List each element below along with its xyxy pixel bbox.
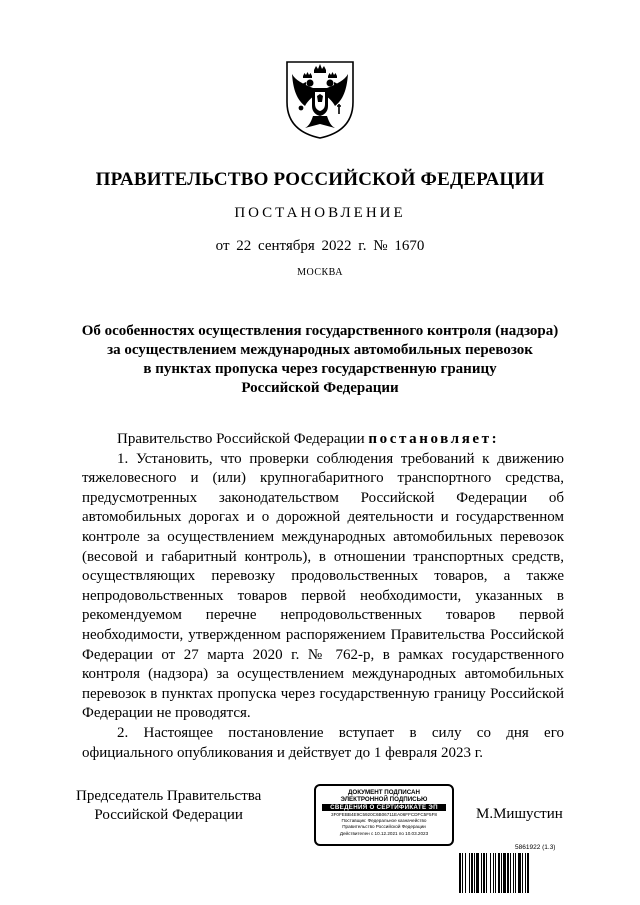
title-line: в пунктах пропуска через государственную границу [143,361,497,377]
signer-position-line: Председатель Правительства [76,788,262,804]
intro-paragraph [82,430,564,450]
signer-position [76,787,261,825]
barcode-number: 5861922 (1.3) [515,844,556,851]
title-line: Об особенностях осуществления государственного контроля (надзора) [81,323,559,339]
title-line: Российской Федерации [241,380,399,396]
document-body [82,430,564,763]
date-and-number: от 22 сентября 2022 г. № 1670 [215,238,425,254]
stamp-owner: Правительство Российской Федерации [342,824,426,830]
document-title [60,322,580,398]
stamp-certificate-header: СВЕДЕНИЯ О СЕРТИФИКАТЕ ЭП [322,804,446,811]
signer-position-line: Российской Федерации [94,807,243,823]
stamp-validity: Действителен с 10.12.2021 по 10.03.2023 [339,830,429,836]
signer-name: М.Мишустин [476,806,563,822]
stamp-line: ЭЛЕКТРОННОЙ ПОДПИСЬЮ [340,796,428,803]
title-line: за осуществлением международных автомобильных перевозок [107,342,533,358]
paragraph-2: 2. Настоящее постановление вступает в силу со дня его официального опубликования и действует до 1 февраля 2023 г. [82,724,564,761]
stamp-serial: 3F0FEBB4E9C5920C6B06711EA06FFCDFC5F5F8 [331,812,437,817]
electronic-signature-stamp [314,784,454,846]
city-name: МОСКВА [297,267,343,278]
paragraph-1: 1. Установить, что проверки соблюдения требований к движению тяжеловесного и (или) крупногабаритного транспортного средства, предусмотренных законодательством Российской Федерации об автомобильных дорогах и о дорожной деятельности и государственном контроле за осуществлением международных автомобильных перевозок (весовой и габаритный контроль), в отношении транспортных средств, осуществляющих перевозку продовольственных товаров, а также непродовольственных товаров первой необходимости, указанных в рекомендуемом перечне непродовольственных товаров первой необходимости, утвержденном распоряжением Правительства Российской Федерации от 27 марта 2020 г. № 762-р, в рамках государственного контроля (надзора) за осуществлением международных автомобильных перевозок в пунктах пропуска через государственную границу Российской Федерации не проводятся. [82,450,564,722]
document-type: ПОСТАНОВЛЕНИЕ [234,205,406,221]
stamp-line: ДОКУМЕНТ ПОДПИСАН [348,789,420,796]
stamp-issuer: Поставщик: Федеральное казначейство [341,818,427,824]
russian-coat-of-arms-emblem [283,58,357,140]
decree-keyword: постановляет: [368,431,500,447]
barcode [459,853,569,893]
government-heading: ПРАВИТЕЛЬСТВО РОССИЙСКОЙ ФЕДЕРАЦИИ [95,169,545,190]
intro-lead: Правительство Российской Федерации [117,431,369,447]
